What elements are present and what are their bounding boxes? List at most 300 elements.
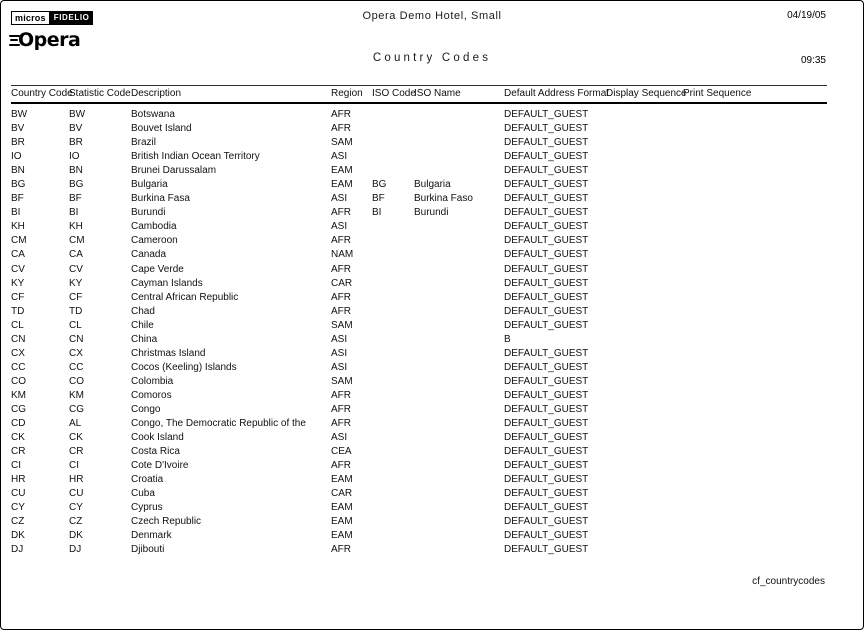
cell-print-sequence bbox=[683, 529, 827, 543]
table-row bbox=[11, 164, 827, 178]
cell-region: EAM bbox=[331, 516, 353, 528]
cell-print-sequence bbox=[683, 192, 827, 206]
table-row bbox=[11, 277, 827, 291]
cell-iso-name bbox=[414, 136, 504, 150]
table-row bbox=[11, 403, 827, 417]
cell-region: EAM bbox=[331, 530, 353, 542]
cell-statistic-code: HR bbox=[69, 474, 84, 486]
cell-description: Denmark bbox=[131, 530, 172, 542]
cell-print-sequence bbox=[683, 347, 827, 361]
cell-print-sequence bbox=[683, 473, 827, 487]
cell-default-address-format: DEFAULT_GUEST bbox=[504, 305, 589, 317]
cell-description: Brunei Darussalam bbox=[131, 165, 217, 177]
cell-print-sequence bbox=[683, 305, 827, 319]
cell-description: Cyprus bbox=[131, 502, 163, 514]
cell-region: SAM bbox=[331, 375, 353, 387]
column-header-iso-name: ISO Name bbox=[414, 88, 461, 99]
column-header-description: Description bbox=[131, 88, 182, 99]
cell-iso-code bbox=[372, 234, 414, 248]
cell-print-sequence bbox=[683, 291, 827, 305]
cell-display-sequence bbox=[606, 122, 683, 136]
cell-default-address-format: DEFAULT_GUEST bbox=[504, 375, 589, 387]
cell-default-address-format: DEFAULT_GUEST bbox=[504, 474, 589, 486]
cell-display-sequence bbox=[606, 487, 683, 501]
cell-default-address-format: DEFAULT_GUEST bbox=[504, 235, 589, 247]
cell-default-address-format: DEFAULT_GUEST bbox=[504, 460, 589, 472]
cell-print-sequence bbox=[683, 206, 827, 220]
cell-iso-code bbox=[372, 248, 414, 262]
cell-region: EAM bbox=[331, 474, 353, 486]
cell-region: AFR bbox=[331, 305, 351, 317]
cell-print-sequence bbox=[683, 220, 827, 234]
cell-region: AFR bbox=[331, 291, 351, 303]
cell-country-code: CO bbox=[11, 375, 26, 387]
cell-country-code: BF bbox=[11, 193, 24, 205]
table-row bbox=[11, 473, 827, 487]
cell-description: Cape Verde bbox=[131, 263, 184, 275]
cell-country-code: CF bbox=[11, 291, 25, 303]
cell-country-code: BW bbox=[11, 109, 28, 120]
cell-description: Botswana bbox=[131, 109, 175, 120]
cell-country-code: KH bbox=[11, 221, 25, 233]
cell-country-code: BI bbox=[11, 207, 21, 219]
cell-iso-code bbox=[372, 122, 414, 136]
cell-iso-code bbox=[372, 361, 414, 375]
cell-iso-code bbox=[372, 529, 414, 543]
cell-iso-code bbox=[372, 136, 414, 150]
cell-iso-code bbox=[372, 543, 414, 557]
hotel-name: Opera Demo Hotel, Small bbox=[362, 10, 502, 22]
table-row bbox=[11, 501, 827, 515]
cell-region: AFR bbox=[331, 263, 351, 275]
cell-iso-name: Bulgaria bbox=[414, 179, 451, 191]
cell-print-sequence bbox=[683, 431, 827, 445]
cell-description: Chad bbox=[131, 305, 155, 317]
cell-default-address-format: DEFAULT_GUEST bbox=[504, 249, 589, 261]
cell-iso-name: Burkina Faso bbox=[414, 193, 473, 205]
cell-print-sequence bbox=[683, 487, 827, 501]
cell-statistic-code: KM bbox=[69, 389, 84, 401]
cell-region: ASI bbox=[331, 333, 348, 345]
cell-statistic-code: BG bbox=[69, 179, 84, 191]
cell-iso-code bbox=[372, 431, 414, 445]
cell-statistic-code: BV bbox=[69, 123, 83, 135]
cell-iso-code bbox=[372, 291, 414, 305]
cell-country-code: CY bbox=[11, 502, 25, 514]
cell-description: Congo bbox=[131, 403, 161, 415]
cell-default-address-format: DEFAULT_GUEST bbox=[504, 193, 589, 205]
cell-region: AFR bbox=[331, 403, 351, 415]
column-header-region: Region bbox=[331, 88, 363, 99]
cell-display-sequence bbox=[606, 220, 683, 234]
table-row bbox=[11, 178, 827, 192]
cell-iso-name bbox=[414, 150, 504, 164]
column-header-print-sequence: Print Sequence bbox=[683, 88, 752, 99]
cell-print-sequence bbox=[683, 248, 827, 262]
cell-default-address-format: DEFAULT_GUEST bbox=[504, 530, 589, 542]
cell-statistic-code: CN bbox=[69, 333, 84, 345]
cell-iso-code bbox=[372, 263, 414, 277]
cell-default-address-format: DEFAULT_GUEST bbox=[504, 165, 589, 177]
cell-iso-code bbox=[372, 473, 414, 487]
cell-region: AFR bbox=[331, 460, 351, 472]
cell-description: Cook Island bbox=[131, 432, 184, 444]
cell-default-address-format: DEFAULT_GUEST bbox=[504, 488, 589, 500]
cell-default-address-format: DEFAULT_GUEST bbox=[504, 403, 589, 415]
cell-display-sequence bbox=[606, 361, 683, 375]
cell-default-address-format: DEFAULT_GUEST bbox=[504, 291, 589, 303]
cell-statistic-code: CO bbox=[69, 375, 84, 387]
cell-country-code: CM bbox=[11, 235, 27, 247]
table-row bbox=[11, 347, 827, 361]
cell-region: ASI bbox=[331, 193, 348, 205]
cell-default-address-format: DEFAULT_GUEST bbox=[504, 389, 589, 401]
cell-default-address-format: DEFAULT_GUEST bbox=[504, 502, 589, 514]
cell-iso-code bbox=[372, 108, 414, 122]
cell-default-address-format: DEFAULT_GUEST bbox=[504, 319, 589, 331]
cell-statistic-code: CF bbox=[69, 291, 83, 303]
cell-region: AFR bbox=[331, 207, 351, 219]
cell-iso-code: BI bbox=[372, 207, 382, 219]
table-row bbox=[11, 543, 827, 557]
cell-region: AFR bbox=[331, 418, 351, 430]
cell-statistic-code: TD bbox=[69, 305, 83, 317]
cell-iso-code: BG bbox=[372, 179, 387, 191]
cell-print-sequence bbox=[683, 445, 827, 459]
cell-iso-name bbox=[414, 445, 504, 459]
cell-iso-name bbox=[414, 417, 504, 431]
cell-default-address-format: DEFAULT_GUEST bbox=[504, 221, 589, 233]
cell-statistic-code: CA bbox=[69, 249, 83, 261]
cell-description: Colombia bbox=[131, 375, 174, 387]
cell-default-address-format: B bbox=[504, 333, 511, 345]
cell-description: Bulgaria bbox=[131, 179, 168, 191]
cell-description: Cote D'Ivoire bbox=[131, 460, 189, 472]
cell-display-sequence bbox=[606, 333, 683, 347]
cell-statistic-code: CX bbox=[69, 347, 83, 359]
cell-iso-name bbox=[414, 543, 504, 557]
cell-description: Cambodia bbox=[131, 221, 177, 233]
cell-statistic-code: CR bbox=[69, 446, 84, 458]
table-row bbox=[11, 431, 827, 445]
column-header-default-address-format: Default Address Format bbox=[504, 88, 610, 99]
cell-iso-code bbox=[372, 319, 414, 333]
table-row bbox=[11, 417, 827, 431]
cell-display-sequence bbox=[606, 248, 683, 262]
cell-print-sequence bbox=[683, 108, 827, 122]
fidelio-logo-text: FIDELIO bbox=[50, 11, 94, 25]
cell-display-sequence bbox=[606, 389, 683, 403]
cell-country-code: KY bbox=[11, 277, 25, 289]
cell-country-code: CA bbox=[11, 249, 25, 261]
cell-iso-code: BF bbox=[372, 193, 385, 205]
cell-default-address-format: DEFAULT_GUEST bbox=[504, 361, 589, 373]
cell-iso-name bbox=[414, 403, 504, 417]
cell-default-address-format: DEFAULT_GUEST bbox=[504, 446, 589, 458]
cell-iso-name bbox=[414, 305, 504, 319]
table-row bbox=[11, 220, 827, 234]
cell-iso-name bbox=[414, 529, 504, 543]
cell-print-sequence bbox=[683, 234, 827, 248]
cell-statistic-code: BF bbox=[69, 193, 82, 205]
cell-print-sequence bbox=[683, 164, 827, 178]
cell-print-sequence bbox=[683, 263, 827, 277]
cell-iso-code bbox=[372, 389, 414, 403]
cell-display-sequence bbox=[606, 136, 683, 150]
cell-display-sequence bbox=[606, 206, 683, 220]
table-row bbox=[11, 248, 827, 262]
cell-iso-name: Burundi bbox=[414, 207, 449, 219]
cell-print-sequence bbox=[683, 389, 827, 403]
cell-print-sequence bbox=[683, 459, 827, 473]
cell-statistic-code: IO bbox=[69, 151, 80, 163]
cell-iso-name bbox=[414, 122, 504, 136]
cell-iso-name bbox=[414, 164, 504, 178]
cell-print-sequence bbox=[683, 403, 827, 417]
cell-country-code: CZ bbox=[11, 516, 25, 528]
cell-description: Cameroon bbox=[131, 235, 178, 247]
cell-display-sequence bbox=[606, 108, 683, 122]
cell-print-sequence bbox=[683, 515, 827, 529]
cell-iso-name bbox=[414, 361, 504, 375]
cell-default-address-format: DEFAULT_GUEST bbox=[504, 179, 589, 191]
cell-country-code: KM bbox=[11, 389, 26, 401]
cell-iso-code bbox=[372, 445, 414, 459]
cell-default-address-format: DEFAULT_GUEST bbox=[504, 418, 589, 430]
cell-country-code: CV bbox=[11, 263, 25, 275]
cell-display-sequence bbox=[606, 403, 683, 417]
cell-region: ASI bbox=[331, 347, 348, 359]
cell-statistic-code: DJ bbox=[69, 544, 82, 556]
table-row bbox=[11, 291, 827, 305]
cell-description: Christmas Island bbox=[131, 347, 206, 359]
cell-statistic-code: CY bbox=[69, 502, 83, 514]
cell-display-sequence bbox=[606, 192, 683, 206]
cell-default-address-format: DEFAULT_GUEST bbox=[504, 123, 589, 135]
cell-country-code: BV bbox=[11, 123, 25, 135]
cell-print-sequence bbox=[683, 319, 827, 333]
table-row bbox=[11, 206, 827, 220]
cell-description: Cuba bbox=[131, 488, 155, 500]
table-row bbox=[11, 305, 827, 319]
column-header-display-sequence: Display Sequence bbox=[606, 88, 687, 99]
cell-print-sequence bbox=[683, 136, 827, 150]
cell-region: AFR bbox=[331, 235, 351, 247]
cell-default-address-format: DEFAULT_GUEST bbox=[504, 207, 589, 219]
cell-display-sequence bbox=[606, 263, 683, 277]
table-row bbox=[11, 192, 827, 206]
column-header-statistic-code: Statistic Code bbox=[69, 88, 131, 99]
cell-default-address-format: DEFAULT_GUEST bbox=[504, 347, 589, 359]
cell-default-address-format: DEFAULT_GUEST bbox=[504, 432, 589, 444]
cell-display-sequence bbox=[606, 150, 683, 164]
cell-description: British Indian Ocean Territory bbox=[131, 151, 260, 163]
cell-region: EAM bbox=[331, 165, 353, 177]
cell-country-code: CR bbox=[11, 446, 26, 458]
cell-iso-code bbox=[372, 333, 414, 347]
cell-iso-code bbox=[372, 403, 414, 417]
report-title: Country Codes bbox=[372, 52, 492, 64]
cell-print-sequence bbox=[683, 543, 827, 557]
cell-display-sequence bbox=[606, 459, 683, 473]
cell-display-sequence bbox=[606, 529, 683, 543]
cell-country-code: DK bbox=[11, 530, 25, 542]
cell-region: ASI bbox=[331, 151, 348, 163]
cell-region: CAR bbox=[331, 488, 353, 500]
cell-iso-name bbox=[414, 515, 504, 529]
cell-region: ASI bbox=[331, 361, 348, 373]
cell-iso-name bbox=[414, 487, 504, 501]
cell-display-sequence bbox=[606, 515, 683, 529]
cell-description: Burundi bbox=[131, 207, 166, 219]
cell-display-sequence bbox=[606, 347, 683, 361]
cell-display-sequence bbox=[606, 445, 683, 459]
table-row bbox=[11, 389, 827, 403]
cell-display-sequence bbox=[606, 375, 683, 389]
cell-statistic-code: BR bbox=[69, 137, 83, 149]
opera-logo bbox=[9, 28, 80, 52]
cell-statistic-code: CM bbox=[69, 235, 85, 247]
cell-region: SAM bbox=[331, 137, 353, 149]
opera-logo-text: Opera bbox=[18, 29, 81, 51]
cell-country-code: CX bbox=[11, 347, 25, 359]
cell-country-code: CI bbox=[11, 460, 21, 472]
cell-iso-name bbox=[414, 431, 504, 445]
table-row bbox=[11, 263, 827, 277]
cell-default-address-format: DEFAULT_GUEST bbox=[504, 151, 589, 163]
table-header-row bbox=[11, 85, 827, 104]
cell-display-sequence bbox=[606, 543, 683, 557]
cell-iso-code bbox=[372, 417, 414, 431]
cell-region: AFR bbox=[331, 544, 351, 556]
cell-description: Burkina Fasa bbox=[131, 193, 190, 205]
cell-country-code: BG bbox=[11, 179, 26, 191]
cell-print-sequence bbox=[683, 277, 827, 291]
cell-statistic-code: CC bbox=[69, 361, 84, 373]
table-row bbox=[11, 487, 827, 501]
cell-iso-code bbox=[372, 375, 414, 389]
table-row bbox=[11, 333, 827, 347]
cell-iso-name bbox=[414, 459, 504, 473]
cell-default-address-format: DEFAULT_GUEST bbox=[504, 109, 589, 120]
cell-iso-name bbox=[414, 347, 504, 361]
cell-region: CEA bbox=[331, 446, 352, 458]
micros-logo-text: micros bbox=[11, 11, 50, 25]
cell-description: Congo, The Democratic Republic of the bbox=[131, 418, 306, 430]
cell-print-sequence bbox=[683, 178, 827, 192]
cell-statistic-code: CU bbox=[69, 488, 84, 500]
cell-statistic-code: CL bbox=[69, 319, 82, 331]
table-row bbox=[11, 459, 827, 473]
cell-description: Cocos (Keeling) Islands bbox=[131, 361, 237, 373]
cell-iso-code bbox=[372, 164, 414, 178]
cell-region: AFR bbox=[331, 123, 351, 135]
table-row bbox=[11, 122, 827, 136]
cell-country-code: CL bbox=[11, 319, 24, 331]
cell-description: China bbox=[131, 333, 158, 345]
cell-display-sequence bbox=[606, 277, 683, 291]
cell-iso-code bbox=[372, 347, 414, 361]
cell-statistic-code: BW bbox=[69, 109, 86, 120]
cell-description: Chile bbox=[131, 319, 154, 331]
cell-description: Costa Rica bbox=[131, 446, 180, 458]
cell-statistic-code: CI bbox=[69, 460, 79, 472]
country-codes-table bbox=[11, 85, 827, 558]
cell-statistic-code: DK bbox=[69, 530, 83, 542]
table-row bbox=[11, 445, 827, 459]
table-row bbox=[11, 515, 827, 529]
cell-display-sequence bbox=[606, 234, 683, 248]
cell-display-sequence bbox=[606, 291, 683, 305]
cell-iso-name bbox=[414, 501, 504, 515]
cell-statistic-code: CV bbox=[69, 263, 83, 275]
cell-iso-name bbox=[414, 389, 504, 403]
cell-country-code: CG bbox=[11, 403, 26, 415]
cell-iso-name bbox=[414, 319, 504, 333]
cell-description: Bouvet Island bbox=[131, 123, 192, 135]
cell-iso-name bbox=[414, 333, 504, 347]
column-header-country-code: Country Code bbox=[11, 88, 73, 99]
cell-iso-name bbox=[414, 375, 504, 389]
cell-print-sequence bbox=[683, 150, 827, 164]
table-row bbox=[11, 150, 827, 164]
cell-region: EAM bbox=[331, 179, 353, 191]
cell-region: ASI bbox=[331, 432, 348, 444]
cell-display-sequence bbox=[606, 164, 683, 178]
cell-country-code: BN bbox=[11, 165, 25, 177]
cell-description: Central African Republic bbox=[131, 291, 239, 303]
cell-statistic-code: CG bbox=[69, 403, 84, 415]
cell-default-address-format: DEFAULT_GUEST bbox=[504, 516, 589, 528]
cell-statistic-code: CZ bbox=[69, 516, 83, 528]
cell-iso-code bbox=[372, 515, 414, 529]
cell-country-code: CD bbox=[11, 418, 26, 430]
table-row bbox=[11, 375, 827, 389]
table-row bbox=[11, 529, 827, 543]
table-row bbox=[11, 361, 827, 375]
cell-print-sequence bbox=[683, 501, 827, 515]
cell-description: Djibouti bbox=[131, 544, 165, 556]
table-row bbox=[11, 319, 827, 333]
cell-region: AFR bbox=[331, 109, 351, 120]
cell-iso-name bbox=[414, 234, 504, 248]
cell-iso-name bbox=[414, 473, 504, 487]
cell-iso-name bbox=[414, 291, 504, 305]
table-row bbox=[11, 136, 827, 150]
table-body bbox=[11, 108, 827, 558]
cell-country-code: HR bbox=[11, 474, 26, 486]
cell-iso-code bbox=[372, 487, 414, 501]
cell-display-sequence bbox=[606, 417, 683, 431]
cell-description: Comoros bbox=[131, 389, 172, 401]
cell-default-address-format: DEFAULT_GUEST bbox=[504, 277, 589, 289]
cell-print-sequence bbox=[683, 333, 827, 347]
cell-iso-name bbox=[414, 277, 504, 291]
cell-description: Cayman Islands bbox=[131, 277, 203, 289]
cell-region: SAM bbox=[331, 319, 353, 331]
cell-print-sequence bbox=[683, 122, 827, 136]
cell-iso-name bbox=[414, 108, 504, 122]
cell-country-code: CN bbox=[11, 333, 26, 345]
cell-iso-code bbox=[372, 277, 414, 291]
cell-default-address-format: DEFAULT_GUEST bbox=[504, 544, 589, 556]
cell-region: CAR bbox=[331, 277, 353, 289]
cell-country-code: CK bbox=[11, 432, 25, 444]
cell-iso-code bbox=[372, 459, 414, 473]
cell-country-code: CC bbox=[11, 361, 26, 373]
cell-display-sequence bbox=[606, 431, 683, 445]
cell-country-code: IO bbox=[11, 151, 22, 163]
